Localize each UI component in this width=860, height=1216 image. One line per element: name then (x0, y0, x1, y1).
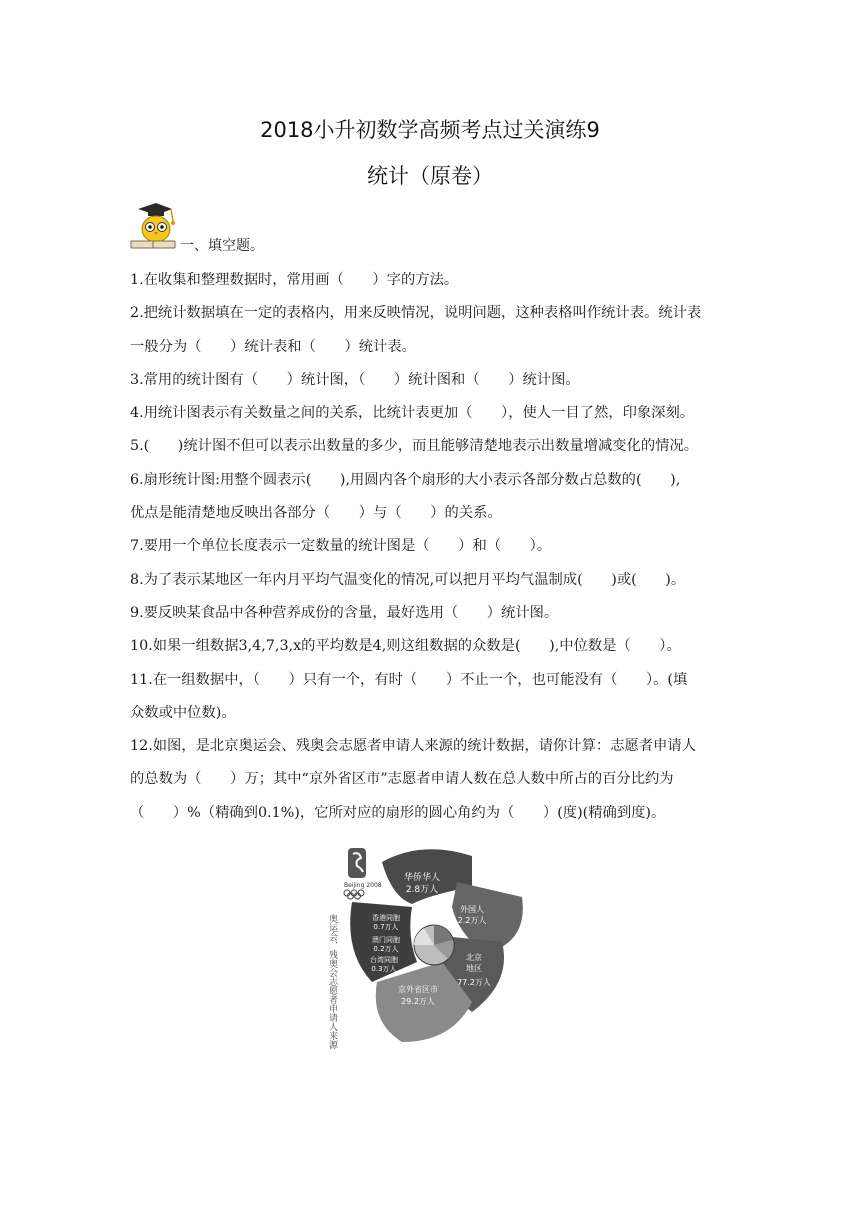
beijing-2008-logo (344, 848, 382, 899)
logo-text: Beijing 2008 (344, 882, 382, 889)
label-huaqiao: 华侨华人 2.8万人 (403, 873, 441, 895)
question-list (130, 264, 735, 830)
question-line: 优点是能清楚地反映出各部分（ ）与（ ）的关系。 (130, 505, 502, 522)
question-line: 8.为了表示某地区一年内月平均气温变化的情况,可以把月平均气温制成( )或( )。 (130, 571, 686, 588)
question-line: 10.如果一组数据3,4,7,3,x的平均数是4,则这组数据的众数是( ),中位数是（ ）。 (130, 638, 681, 655)
question-line: 的总数为（ ）万；其中“京外省区市”志愿者申请人数在总人数中所占的百分比约为 (130, 771, 674, 788)
label-aomen: 澳门同胞 0.2万人 (372, 936, 400, 953)
question-line: 5.( )统计图不但可以表示出数量的多少，而且能够清楚地表示出数量增减变化的情况。 (130, 438, 699, 455)
question-line: 1.在收集和整理数据时，常用画（ ）字的方法。 (130, 272, 459, 288)
question-line: 4.用统计图表示有关数量之间的关系，比统计表更加（ ），使人一目了然，印象深刻。 (130, 405, 695, 422)
label-beijing: 北京地区 77.2万人 (457, 953, 491, 987)
page-title: 2018小升初数学高频考点过关演练9 (260, 118, 600, 142)
question-line: 9.要反映某食品中各种营养成份的含量，最好选用（ ）统计图。 (130, 604, 559, 621)
question-line: 12.如图，是北京奥运会、残奥会志愿者申请人来源的统计数据，请你计算：志愿者申请人 (130, 738, 697, 755)
segment-waiguo (452, 882, 523, 947)
question-line: 3.常用的统计图有（ ）统计图，（ ）统计图和（ ）统计图。 (130, 371, 580, 388)
label-taiwan: 台湾同胞 0.3万人 (370, 956, 398, 973)
page-subtitle: 统计（原卷） (367, 164, 493, 188)
label-waiguo: 外国人 2.2万人 (457, 905, 487, 925)
label-jingwai: 京外省区市 29.2万人 (398, 985, 438, 1006)
question-line: 11.在一组数据中，（ ）只有一个，有时（ ）不止一个，也可能没有（ ）。(填 (130, 671, 688, 688)
question-line: 6.扇形统计图:用整个圆表示( ),用圆内各个扇形的大小表示各部分数占总数的( ), (130, 471, 681, 488)
section-heading: 一、填空题。 (180, 238, 264, 254)
question-line: 2.把统计数据填在一定的表格内，用来反映情况，说明问题，这种表格叫作统计表。统计表 (130, 305, 702, 322)
question-line: （ ）%（精确到0.1%)，它所对应的扇形的圆心角约为（ ）(度)(精确到度)。 (130, 804, 666, 821)
side-caption: 奥运会、残奥会志愿者申请人来源 (327, 914, 337, 1049)
question-line: 一般分为（ ）统计表和（ ）统计表。 (130, 338, 416, 355)
label-xianggang: 香港同胞 0.7万人 (372, 914, 400, 931)
question-line: 众数或中位数)。 (130, 704, 236, 721)
volunteer-source-figure (322, 842, 534, 1050)
question-line: 7.要用一个单位长度表示一定数量的统计图是（ ）和（ ）。 (130, 538, 552, 555)
mascot-icon (128, 200, 178, 250)
